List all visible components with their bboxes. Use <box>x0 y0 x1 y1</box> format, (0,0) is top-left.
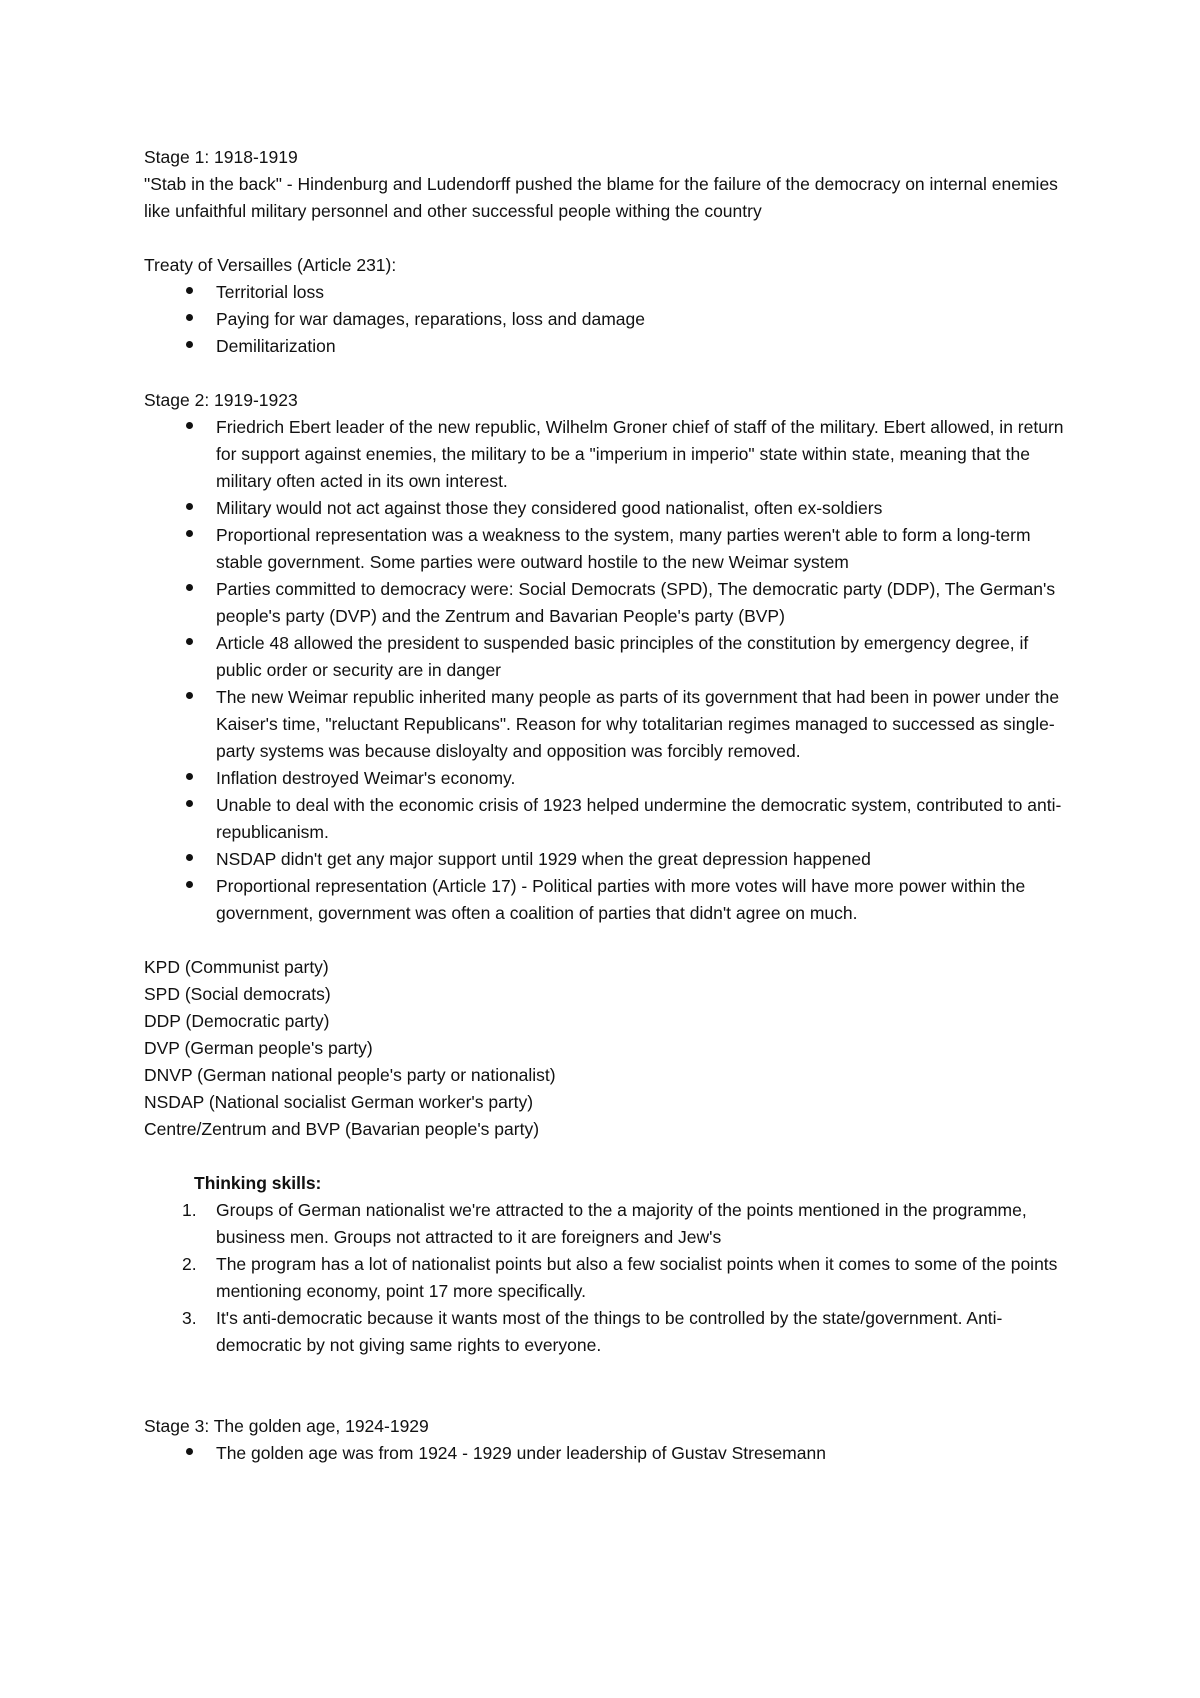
thinking-skills-heading: Thinking skills: <box>194 1173 322 1193</box>
party-line: KPD (Communist party) <box>144 957 329 977</box>
list-item: Friedrich Ebert leader of the new republic, Wilhelm Groner chief of staff of the military. Ebert allowed, in return for support against enemies, the military to be a "imperium in imperio" state within state, meaning that the military often acted in its own interest. <box>216 414 1074 495</box>
list-item-text: Groups of German nationalist we're attracted to the a majority of the points mentioned in the programme, business men. Groups not attracted to it are foreigners and Jew's <box>216 1200 1027 1247</box>
party-line: DDP (Democratic party) <box>144 1011 330 1031</box>
stage3-heading: Stage 3: The golden age, 1924-1929 <box>144 1416 429 1436</box>
list-item: Paying for war damages, reparations, loss and damage <box>216 306 1074 333</box>
blank-line <box>144 225 1074 252</box>
blank-line <box>144 1359 1074 1386</box>
thinking-skills-list <box>144 1197 1074 1359</box>
list-item: Military would not act against those they considered good nationalist, often ex-soldiers <box>216 495 1074 522</box>
list-item: NSDAP didn't get any major support until 1929 when the great depression happened <box>216 846 1074 873</box>
list-number: 2. <box>182 1254 197 1274</box>
list-item: Article 48 allowed the president to suspended basic principles of the constitution by emergency degree, if public order or security are in danger <box>216 630 1074 684</box>
list-item: Inflation destroyed Weimar's economy. <box>216 765 1074 792</box>
list-item: Proportional representation was a weakness to the system, many parties weren't able to form a long-term stable government. Some parties were outward hostile to the new Weimar system <box>216 522 1074 576</box>
list-item-text: It's anti-democratic because it wants most of the things to be controlled by the state/government. Anti-democratic by not giving same rights to everyone. <box>216 1308 1003 1355</box>
list-item: Unable to deal with the economic crisis of 1923 helped undermine the democratic system, contributed to anti-republicanism. <box>216 792 1074 846</box>
blank-line <box>144 927 1074 954</box>
list-item: The new Weimar republic inherited many people as parts of its government that had been in power under the Kaiser's time, "reluctant Republicans". Reason for why totalitarian regimes managed to successed as single-party systems was because disloyalty and opposition was forcibly removed. <box>216 684 1074 765</box>
parties-list <box>144 954 1074 1143</box>
stage1-heading: Stage 1: 1918-1919 <box>144 147 298 167</box>
party-line: Centre/Zentrum and BVP (Bavarian people's party) <box>144 1119 540 1139</box>
party-line: NSDAP (National socialist German worker's party) <box>144 1092 534 1112</box>
stage3-list <box>144 1440 1074 1467</box>
blank-line <box>144 360 1074 387</box>
list-item: Proportional representation (Article 17) - Political parties with more votes will have more power within the government, government was often a coalition of parties that didn't agree on much. <box>216 873 1074 927</box>
stab-in-the-back-paragraph: "Stab in the back" - Hindenburg and Ludendorff pushed the blame for the failure of the democracy on internal enemies like unfaithful military personnel and other successful people withing the country <box>144 174 1058 221</box>
list-number: 1. <box>182 1200 197 1220</box>
party-line: DNVP (German national people's party or nationalist) <box>144 1065 556 1085</box>
party-line: SPD (Social democrats) <box>144 984 331 1004</box>
list-item: The golden age was from 1924 - 1929 under leadership of Gustav Stresemann <box>216 1440 1074 1467</box>
stage2-list <box>144 414 1074 927</box>
list-item: Parties committed to democracy were: Social Democrats (SPD), The democratic party (DDP), The German's people's party (DVP) and the Zentrum and Bavarian People's party (BVP) <box>216 576 1074 630</box>
list-item: Demilitarization <box>216 333 1074 360</box>
list-item: Territorial loss <box>216 279 1074 306</box>
list-item-text: The program has a lot of nationalist points but also a few socialist points when it comes to some of the points mentioning economy, point 17 more specifically. <box>216 1254 1058 1301</box>
blank-line <box>144 1143 1074 1170</box>
list-number: 3. <box>182 1308 197 1328</box>
list-item <box>182 1305 1074 1359</box>
document-body <box>144 144 1074 1467</box>
versailles-list <box>144 279 1074 360</box>
list-item <box>182 1197 1074 1251</box>
blank-line <box>144 1386 1074 1413</box>
stage2-heading: Stage 2: 1919-1923 <box>144 390 298 410</box>
list-item <box>182 1251 1074 1305</box>
party-line: DVP (German people's party) <box>144 1038 373 1058</box>
versailles-heading: Treaty of Versailles (Article 231): <box>144 255 397 275</box>
